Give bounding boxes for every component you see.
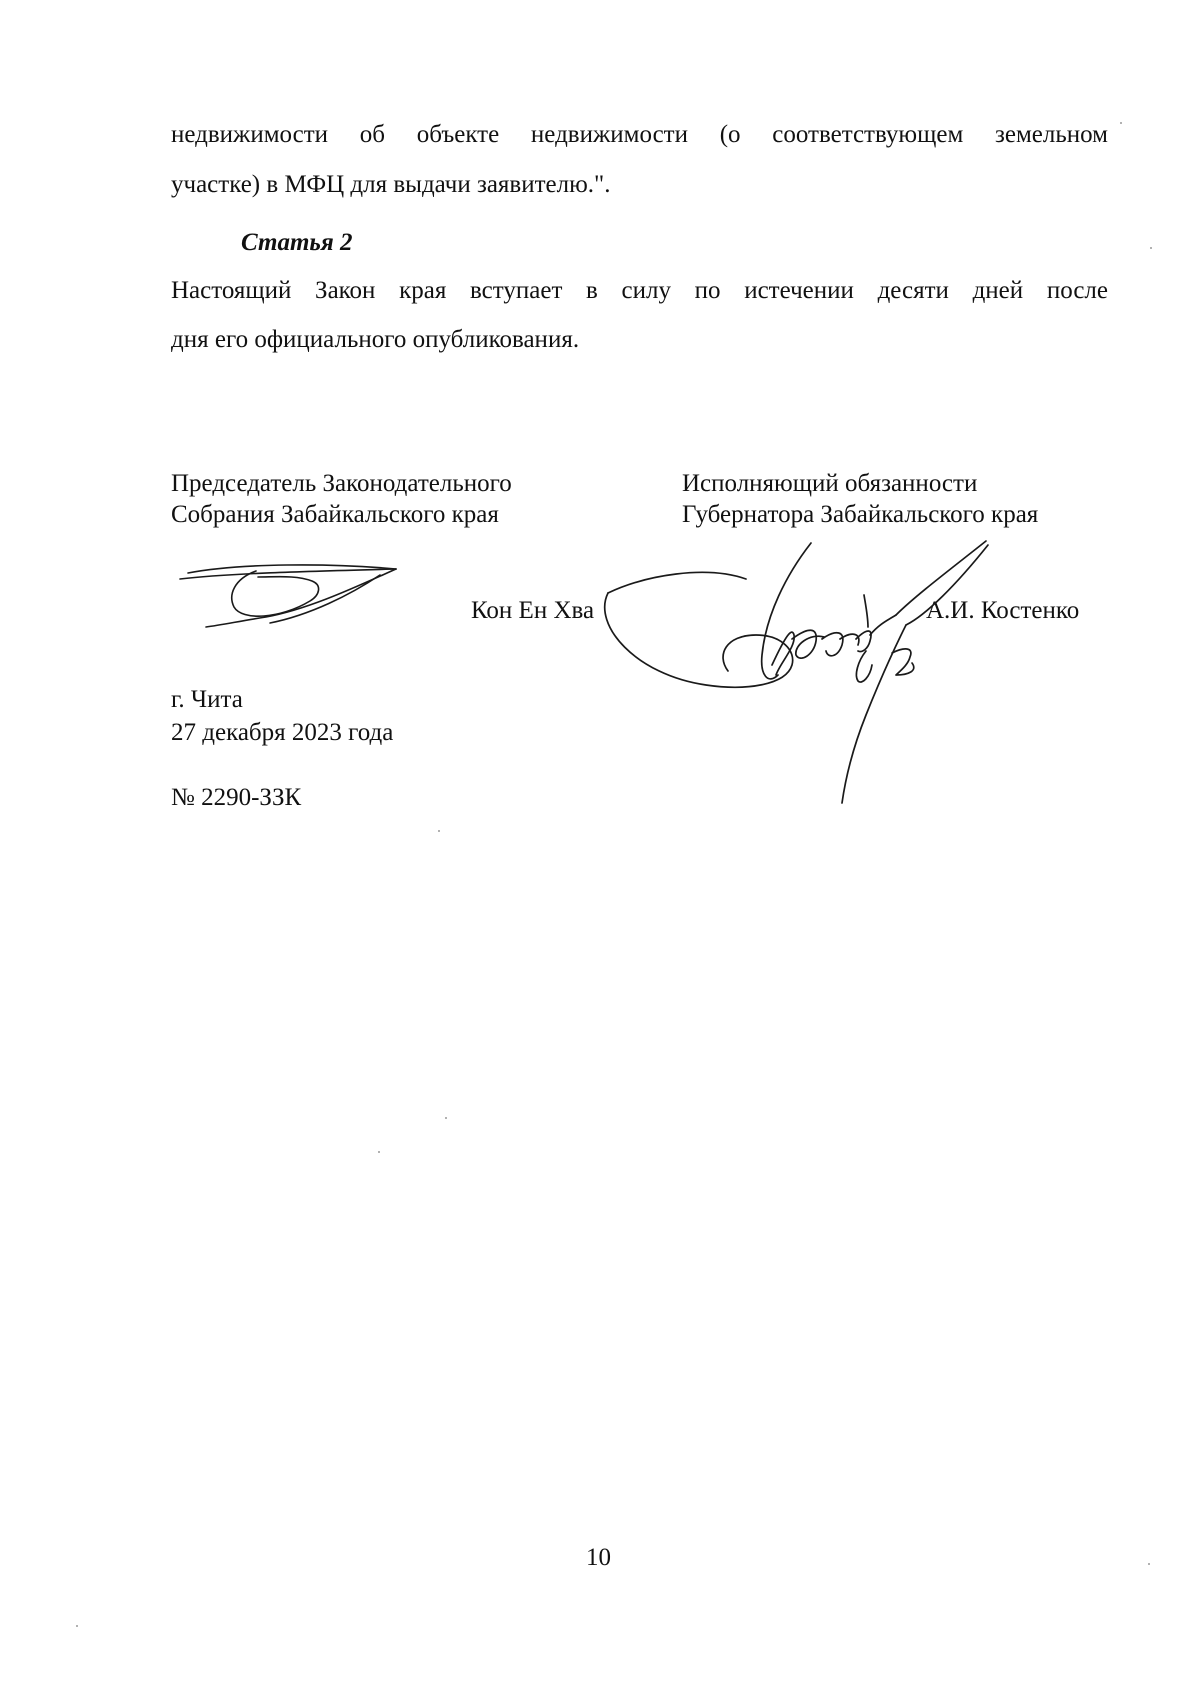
continuation-line-1: недвижимости об объекте недвижимости (о соответствующем земельном <box>171 121 1108 148</box>
city: г. Чита <box>171 686 243 713</box>
article-text-line-2: дня его официального опубликования. <box>171 326 580 353</box>
left-handwritten-signature <box>170 555 410 645</box>
article-heading: Статья 2 <box>241 229 353 256</box>
scan-speck <box>76 1625 78 1627</box>
article-text-line-1: Настоящий Закон края вступает в силу по истечении десяти дней после <box>171 277 1108 304</box>
page-number: 10 <box>586 1544 611 1571</box>
scan-speck <box>1148 1563 1150 1565</box>
right-signatory-name: А.И. Костенко <box>926 597 1080 624</box>
scan-speck <box>438 830 440 832</box>
scan-speck <box>1150 247 1152 249</box>
left-signatory-name: Кон Ен Хва <box>471 597 595 624</box>
right-handwritten-signature <box>596 535 1016 815</box>
right-signatory-title-line-1: Исполняющий обязанности <box>682 470 978 497</box>
left-signatory-title-line-2: Собрания Забайкальского края <box>171 501 499 528</box>
continuation-line-2: участке) в МФЦ для выдачи заявителю.". <box>171 171 611 198</box>
scan-speck <box>445 1117 447 1119</box>
scan-speck <box>378 1151 380 1153</box>
right-signatory-title-line-2: Губернатора Забайкальского края <box>682 501 1039 528</box>
date: 27 декабря 2023 года <box>171 719 394 746</box>
scan-speck <box>1120 122 1122 124</box>
law-number: № 2290-ЗЗК <box>171 784 302 811</box>
left-signatory-title-line-1: Председатель Законодательного <box>171 470 512 497</box>
